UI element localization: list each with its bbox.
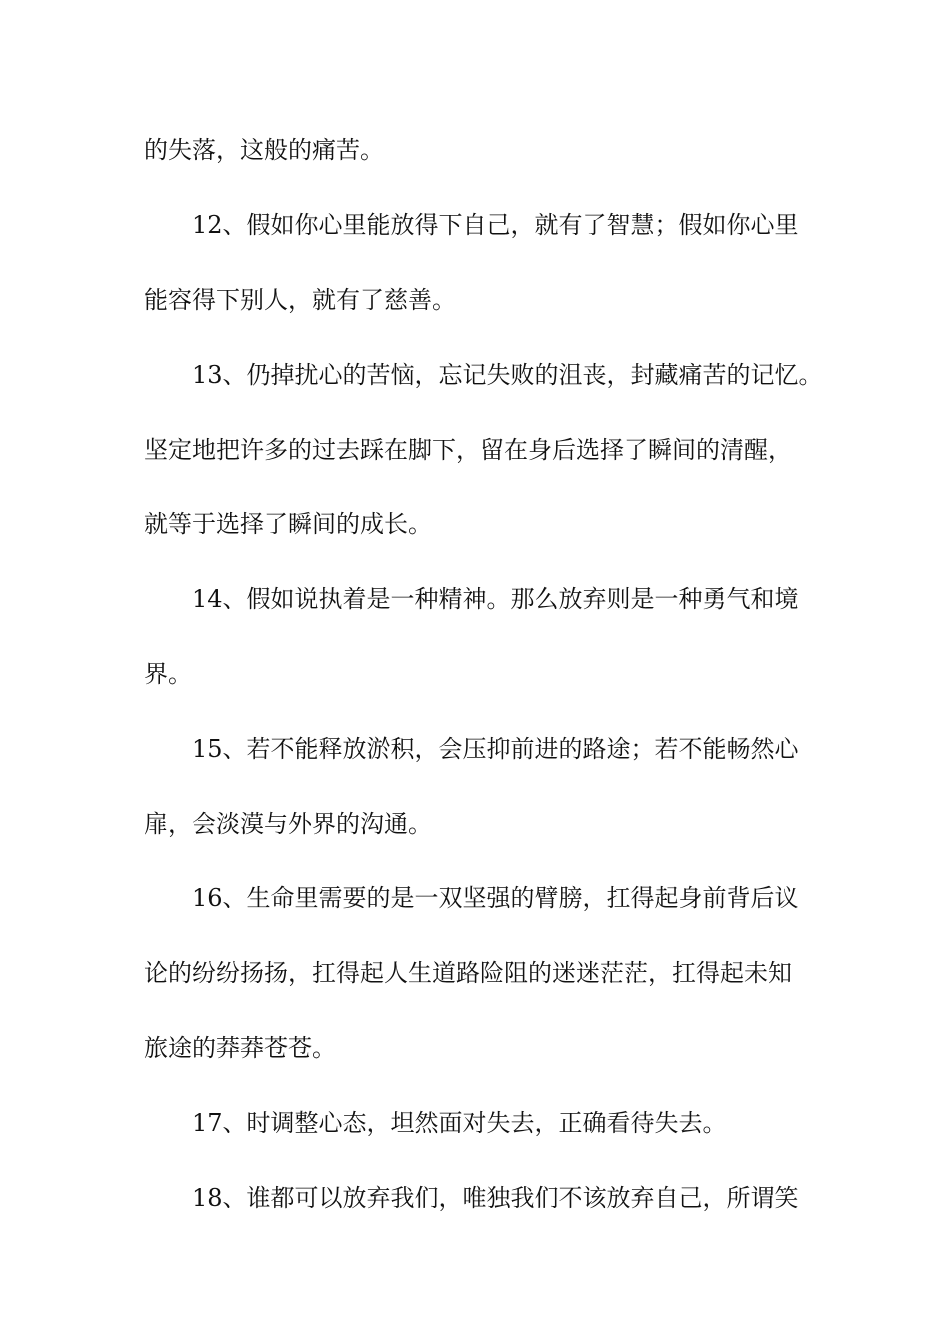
text-line-13: 旅途的莽莽苍苍。 [144,1034,336,1062]
text-line-10: 扉，会淡漠与外界的沟通。 [144,810,432,838]
text-line-5: 坚定地把许多的过去踩在脚下，留在身后选择了瞬间的清醒， [144,436,792,464]
text-line-8: 界。 [144,660,192,688]
text-line-2: 12、假如你心里能放得下自己，就有了智慧；假如你心里 [192,211,799,239]
text-line-14: 17、时调整心态，坦然面对失去，正确看待失去。 [192,1109,727,1137]
text-line-7: 14、假如说执着是一种精神。那么放弃则是一种勇气和境 [192,585,799,613]
text-line-4: 13、仍掉扰心的苦恼，忘记失败的沮丧，封藏痛苦的记忆。 [192,361,823,389]
text-line-12: 论的纷纷扬扬，扛得起人生道路险阻的迷迷茫茫，扛得起未知 [144,959,792,987]
text-line-1: 的失落，这般的痛苦。 [144,136,384,164]
text-line-15: 18、谁都可以放弃我们，唯独我们不该放弃自己，所谓笑 [192,1184,799,1212]
text-line-3: 能容得下别人，就有了慈善。 [144,286,456,314]
text-line-9: 15、若不能释放淤积，会压抑前进的路途；若不能畅然心 [192,735,799,763]
text-line-11: 16、生命里需要的是一双坚强的臂膀，扛得起身前背后议 [192,884,799,912]
text-line-6: 就等于选择了瞬间的成长。 [144,510,432,538]
